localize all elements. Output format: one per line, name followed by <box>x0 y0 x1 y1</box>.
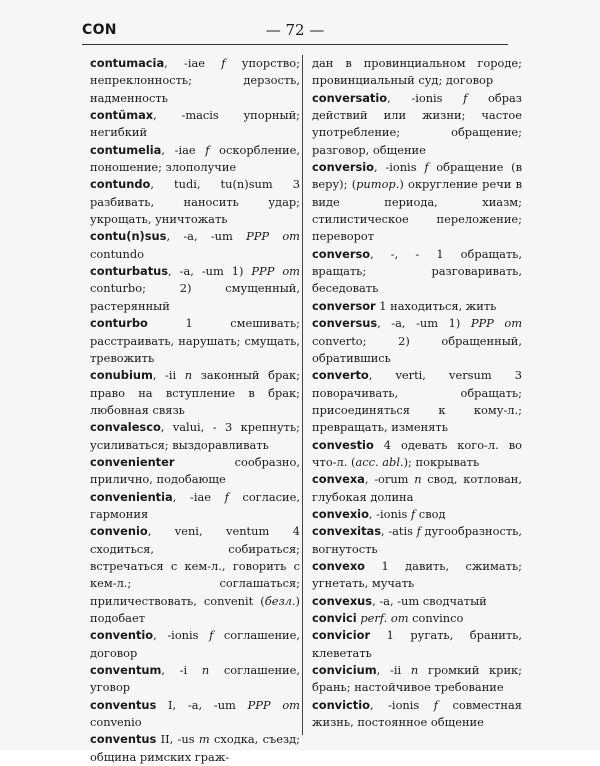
grammar-label: ритор. <box>356 177 400 192</box>
definition-text: , -atis <box>381 524 417 539</box>
definition-text: ); покрывать <box>403 454 480 469</box>
definition-text: свод, котлован, глубокая долина <box>312 472 522 504</box>
definition-text: , -a, -um 1) <box>377 316 471 331</box>
dictionary-entry <box>90 142 300 177</box>
dictionary-entry <box>312 627 522 662</box>
grammar-label: f <box>410 506 416 521</box>
dictionary-entry <box>312 697 522 732</box>
dictionary-entry <box>90 489 300 524</box>
definition-text: I, -a, -um <box>156 697 248 712</box>
definition-text: , -orum <box>364 472 415 487</box>
definition-text: сообразно, прилично, подобающе <box>90 454 300 487</box>
grammar-label: f <box>416 524 421 539</box>
headword: convenienter <box>90 454 175 469</box>
running-head-word: CON <box>82 22 117 38</box>
dictionary-entry <box>312 159 522 246</box>
headword: contumacia <box>90 56 165 70</box>
definition-text: обращение (в веру); ( <box>312 160 522 192</box>
headword: convexa <box>312 472 365 487</box>
definition-text: , -ionis <box>387 90 464 105</box>
grammar-label: PPP от <box>247 697 300 712</box>
dictionary-entry <box>90 731 300 766</box>
grammar-label: f <box>221 56 226 70</box>
definition-text: свод <box>415 506 446 521</box>
definition-text: соглашение, уговор <box>90 663 300 695</box>
dictionary-entry <box>312 246 522 298</box>
grammar-label: PPP от <box>246 229 300 244</box>
headword: convalesco <box>90 420 161 435</box>
headword: conventus <box>90 732 157 747</box>
definition-text: , -ii <box>376 663 411 678</box>
dictionary-entry <box>312 90 522 159</box>
dictionary-entry <box>90 523 300 627</box>
definition-text: , -a, -um 1) <box>168 264 252 279</box>
definition-text: 1 давить, сжимать; угнетать, мучать <box>312 558 522 591</box>
headword: convexo <box>312 558 366 573</box>
definition-text: conturbo; 2) смущенный, растерянный <box>90 281 300 313</box>
definition-text: согласие, гармония <box>90 489 301 521</box>
definition-text: , -, - 1 обращать, вращать; разговаривать, беседовать <box>312 246 522 296</box>
grammar-label: n <box>410 663 419 678</box>
definition-text: соглашение, договор <box>90 628 300 660</box>
page-number: — 72 — <box>265 21 325 39</box>
dictionary-entry <box>90 55 300 107</box>
definition-text: , -ionis <box>153 628 210 643</box>
definition-text: , veni, ventum 4 сходиться, собираться; встречаться с кем-л., говорить с кем-л.; соглашаться; приличествовать, convenit ( <box>90 524 300 608</box>
headword: convici <box>312 611 357 625</box>
grammar-label: perf. от <box>360 611 409 625</box>
dictionary-entry <box>312 298 522 315</box>
grammar-label: n <box>184 368 193 383</box>
definition-text: 1 находиться, жить <box>375 298 497 313</box>
definition-text: образ действий или жизни; частое употребление; обращение; разговор, общение <box>312 90 522 157</box>
dictionary-entry <box>312 367 522 436</box>
dictionary-entry <box>312 437 522 472</box>
column-divider <box>302 55 303 735</box>
headword: converto <box>312 368 369 383</box>
definition-text: громкий крик; брань; настойчивое требование <box>312 663 523 695</box>
headword: convexio <box>312 506 369 521</box>
headword: convenio <box>90 524 148 539</box>
definition-text: ) подобает <box>90 593 300 625</box>
headword: contundo <box>90 177 151 192</box>
definition-text: , -iae <box>161 142 206 157</box>
definition-text: , -iae <box>164 56 222 70</box>
dictionary-entry <box>312 506 522 523</box>
dictionary-entry <box>90 697 300 732</box>
headword: convexus <box>312 593 373 608</box>
definition-text: , -ii <box>152 368 185 383</box>
dictionary-entry <box>312 315 522 367</box>
headword: contŭmax <box>90 108 154 123</box>
definition-text: , verti, versum 3 поворачивать, обращать; присоединяться к кому-л.; превращать, изменять <box>312 368 522 435</box>
grammar-label: f <box>433 697 438 712</box>
grammar-label: f <box>463 90 468 105</box>
dictionary-entry <box>90 419 300 454</box>
headword: conturbatus <box>90 264 169 279</box>
headword: converso <box>312 246 371 261</box>
grammar-label: безл. <box>264 593 296 608</box>
headword: conversio <box>312 160 374 175</box>
headword: contu(n)sus <box>90 229 167 244</box>
definition-text: упорство; непреклонность; дерзость, надменность <box>90 56 300 105</box>
headword: conventio <box>90 628 154 643</box>
headword: conversor <box>312 298 376 313</box>
definition-text: , -ionis <box>368 506 411 521</box>
grammar-label: f <box>424 160 429 175</box>
headword: convicior <box>312 628 371 643</box>
definition-text: , -ionis <box>369 697 434 712</box>
headword: contumelia <box>90 142 162 157</box>
dictionary-entry <box>312 610 522 627</box>
definition-text: совместная жизнь, постоянное общение <box>312 697 522 730</box>
dictionary-entry <box>312 593 522 610</box>
definition-text: , -ionis <box>373 160 425 175</box>
dictionary-entry <box>90 228 300 263</box>
definition-text: , valui, - 3 крепнуть; усиливаться; выздоравливать <box>90 420 300 452</box>
headword: conventum <box>90 663 162 678</box>
grammar-label: acc. abl. <box>355 454 404 469</box>
definition-text: 1 ругать, бранить, клеветать <box>312 628 522 660</box>
right-column <box>312 55 522 731</box>
headword: conventus <box>90 697 157 712</box>
dictionary-entry <box>312 558 522 593</box>
definition-text: дугообразность, вогнутость <box>312 524 522 556</box>
dictionary-entry <box>90 662 300 697</box>
dictionary-entry <box>90 176 300 228</box>
grammar-label: PPP от <box>470 316 522 331</box>
grammar-label: f <box>209 628 214 643</box>
definition-text: converto; 2) обращенный, обратившись <box>312 333 522 365</box>
definition-text: convinco <box>408 611 464 625</box>
headword: convicium <box>312 663 377 678</box>
definition-text: convenio <box>90 715 142 730</box>
dictionary-entry <box>90 627 300 662</box>
definition-text: , -i <box>161 663 202 678</box>
headword: convexitas <box>312 524 382 539</box>
dictionary-entry <box>90 107 300 142</box>
headword: conubium <box>90 368 153 383</box>
definition-text: 4 одевать кого-л. во что-л. ( <box>312 437 522 469</box>
grammar-label: n <box>414 472 422 487</box>
definition-text: сходка, съезд; община римских граж- <box>90 732 300 764</box>
definition-text: contundo <box>90 246 144 261</box>
dictionary-entry <box>90 454 300 489</box>
definition-text: , -a, -um <box>166 229 247 244</box>
dictionary-entry <box>312 523 522 558</box>
definition-text: , tudi, tu(n)sum 3 разбивать, наносить удар; укрощать, уничтожать <box>90 177 300 227</box>
dictionary-entry <box>312 662 522 697</box>
definition-text: законный брак; право на вступление в брак; любовная связь <box>90 368 300 417</box>
definition-text: 1 смешивать; расстраивать, нарушать; смущать, тревожить <box>90 316 300 365</box>
headword: convestio <box>312 437 374 452</box>
dictionary-entry <box>90 315 300 367</box>
headword: conversatio <box>312 90 388 105</box>
dictionary-entry <box>90 367 300 419</box>
dictionary-entry <box>90 263 300 315</box>
definition-text: , -iae <box>172 489 225 504</box>
definition-text: ) округление речи в виде периода, хиазм; стилистическое переложение; переворот <box>312 177 522 244</box>
headword: convenientia <box>90 489 173 504</box>
page-header <box>82 20 508 46</box>
headword: conversus <box>312 316 378 331</box>
definition-text: оскорбление, поношение; злополучие <box>90 142 301 175</box>
left-column <box>90 55 300 766</box>
definition-text: , -macis упорный; негибкий <box>90 108 300 140</box>
headword: convictio <box>312 697 370 712</box>
grammar-label: f <box>224 489 229 504</box>
dictionary-entry <box>312 55 522 90</box>
grammar-label: f <box>205 142 210 157</box>
definition-text: II, -us <box>156 732 199 747</box>
grammar-label: n <box>201 663 210 678</box>
dictionary-entry <box>312 471 522 506</box>
headword: conturbo <box>90 316 148 331</box>
header-rule <box>82 44 508 45</box>
definition-text: , -a, -um сводчатый <box>372 593 487 608</box>
grammar-label: m <box>198 732 210 747</box>
grammar-label: PPP от <box>251 264 300 279</box>
definition-text: дан в провинциальном городе; провинциальный суд; договор <box>312 56 522 88</box>
